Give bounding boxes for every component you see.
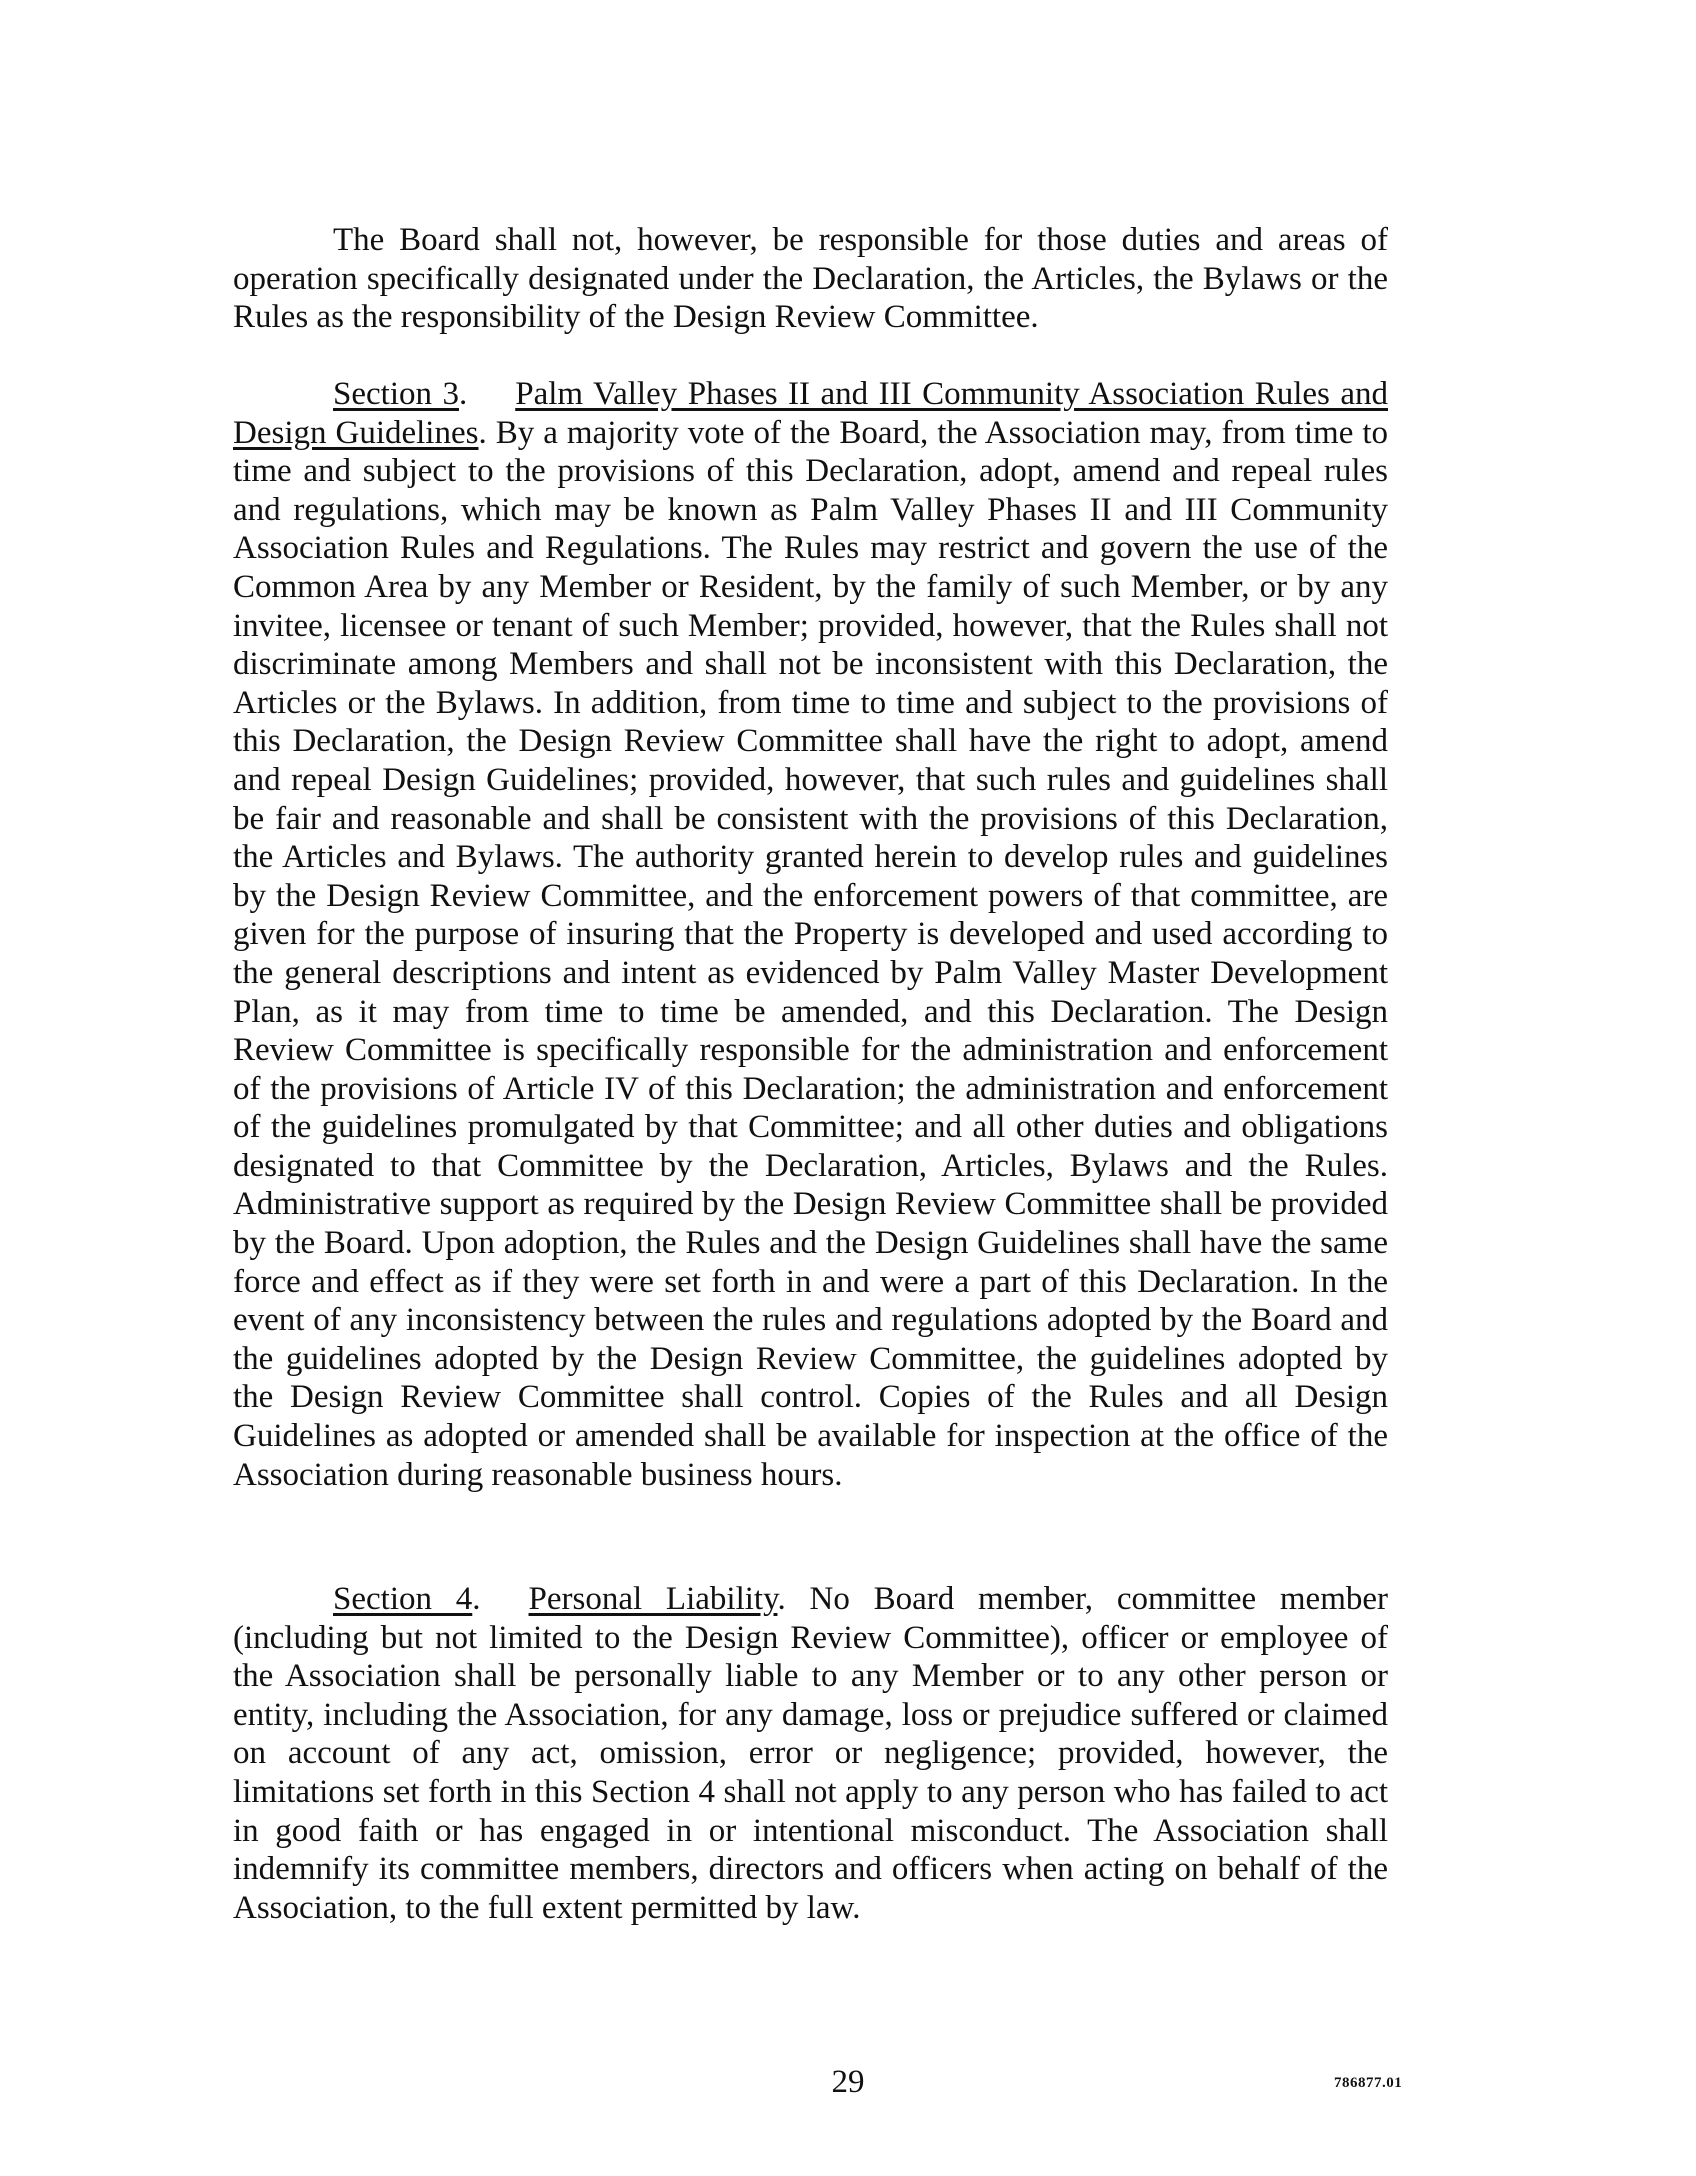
page-number: 29 (831, 2064, 865, 2100)
section-3-paragraph: Section 3. Palm Valley Phases II and III Community Association Rules and Design Guidelines. By a majority vote of the Board, the Association may, from time to time and subject to the provisions of this Declaration, adopt, amend and repeal rules and regulations, which may be known as Palm Valley Phases II and III Community Association Rules and Regulations. The Rules may restrict and govern the use of the Common Area by any Member or Resident, by the family of such Member, or by any invitee, licensee or tenant of such Member; provided, however, that the Rules shall not discriminate among Members and shall not be inconsistent with this Declaration, the Articles or the Bylaws. In addition, from time to time and subject to the provisions of this Declaration, the Design Review Committee shall have the right to adopt, amend and repeal Design Guidelines; provided, however, that such rules and guidelines shall be fair and reasonable and shall be consistent with the provisions of this Declaration, the Articles and Bylaws. The authority granted herein to develop rules and guidelines by the Design Review Committee, and the enforcement powers of that committee, are given for the purpose of insuring that the Property is developed and used according to the general descriptions and intent as evidenced by Palm Valley Master Development Plan, as it may from time to time be amended, and this Declaration. The Design Review Committee is specifically responsible for the administration and enforcement of the provisions of Article IV of this Declaration; the administration and enforcement of the guidelines promulgated by that Committee; and all other duties and obligations designated to that Committee by the Declaration, Articles, Bylaws and the Rules. Administrative support as required by the Design Review Committee shall be provided by the Board. Upon adoption, the Rules and the Design Guidelines shall have the same force and effect as if they were set forth in and were a part of this Declaration. In the event of any inconsistency between the rules and regulations adopted by the Board and the guidelines adopted by the Design Review Committee, the guidelines adopted by the Design Review Committee shall control. Copies of the Rules and all Design Guidelines as adopted or amended shall be available for inspection at the office of the Association during reasonable business hours. (233, 376, 1389, 1493)
section-3-number: Section 3 (333, 376, 459, 412)
section-4-number: Section 4 (333, 1581, 473, 1617)
paragraph-board-responsibility: The Board shall not, however, be responsible for those duties and areas of operation specifically designated under the Declaration, the Articles, the Bylaws or the Rules as the responsibility of the Design Review Committee. (233, 222, 1388, 336)
section-4-paragraph: Section 4. Personal Liability. No Board member, committee member (including but not limited to the Design Review Committee), officer or employee of the Association shall be personally liable to any Member or to any other person or entity, including the Association, for any damage, loss or prejudice suffered or claimed on account of any act, omission, error or negligence; provided, however, the limitations set forth in this Section 4 shall not apply to any person who has failed to act in good faith or has engaged in or intentional misconduct. The Association shall indemnify its committee members, directors and officers when acting on behalf of the Association, to the full extent permitted by law. (233, 1581, 1389, 1926)
section-4-title: Personal Liability (528, 1581, 778, 1617)
document-id: 786877.01 (1334, 2075, 1403, 2091)
section-3-body: By a majority vote of the Board, the Association may, from time to time and subject to the provisions of this Declaration, adopt, amend and repeal rules and regulations, which may be known as Palm Valley Phases II and III Community Association Rules and Regulations. The Rules may restrict and govern the use of the Common Area by any Member or Resident, by the family of such Member, or by any invitee, licensee or tenant of such Member; provided, however, that the Rules shall not discriminate among Members and shall not be inconsistent with this Declaration, the Articles or the Bylaws. In addition, from time to time and subject to the provisions of this Declaration, the Design Review Committee shall have the right to adopt, amend and repeal Design Guidelines; provided, however, that such rules and guidelines shall be fair and reasonable and shall be consistent with the provisions of this Declaration, the Articles and Bylaws. The authority granted herein to develop rules and guidelines by the Design Review Committee, and the enforcement powers of that committee, are given for the purpose of insuring that the Property is developed and used according to the general descriptions and intent as evidenced by Palm Valley Master Development Plan, as it may from time to time be amended, and this Declaration. The Design Review Committee is specifically responsible for the administration and enforcement of the provisions of Article IV of this Declaration; the administration and enforcement of the guidelines promulgated by that Committee; and all other duties and obligations designated to that Committee by the Declaration, Articles, Bylaws and the Rules. Administrative support as required by the Design Review Committee shall be provided by the Board. Upon adoption, the Rules and the Design Guidelines shall have the same force and effect as if they were set forth in and were a part of this Declaration. In the event of any inconsistency between the rules and regulations adopted by the Board and the guidelines adopted by the Design Review Committee, the guidelines adopted by the Design Review Committee shall control. Copies of the Rules and all Design Guidelines as adopted or amended shall be available for inspection at the office of the Association during reasonable business hours. (233, 414, 1389, 1493)
section-3-title: Palm Valley Phases II and III Community Association Rules and Design Guidelines (233, 376, 1389, 451)
section-4-body: No Board member, committee member (including but not limited to the Design Review Committee), officer or employee of the Association shall be personally liable to any Member or to any other person or entity, including the Association, for any damage, loss or prejudice suffered or claimed on account of any act, omission, error or negligence; provided, however, the limitations set forth in this Section 4 shall not apply to any person who has failed to act in good faith or has engaged in or intentional misconduct. The Association shall indemnify its committee members, directors and officers when acting on behalf of the Association, to the full extent permitted by law. (233, 1581, 1389, 1926)
